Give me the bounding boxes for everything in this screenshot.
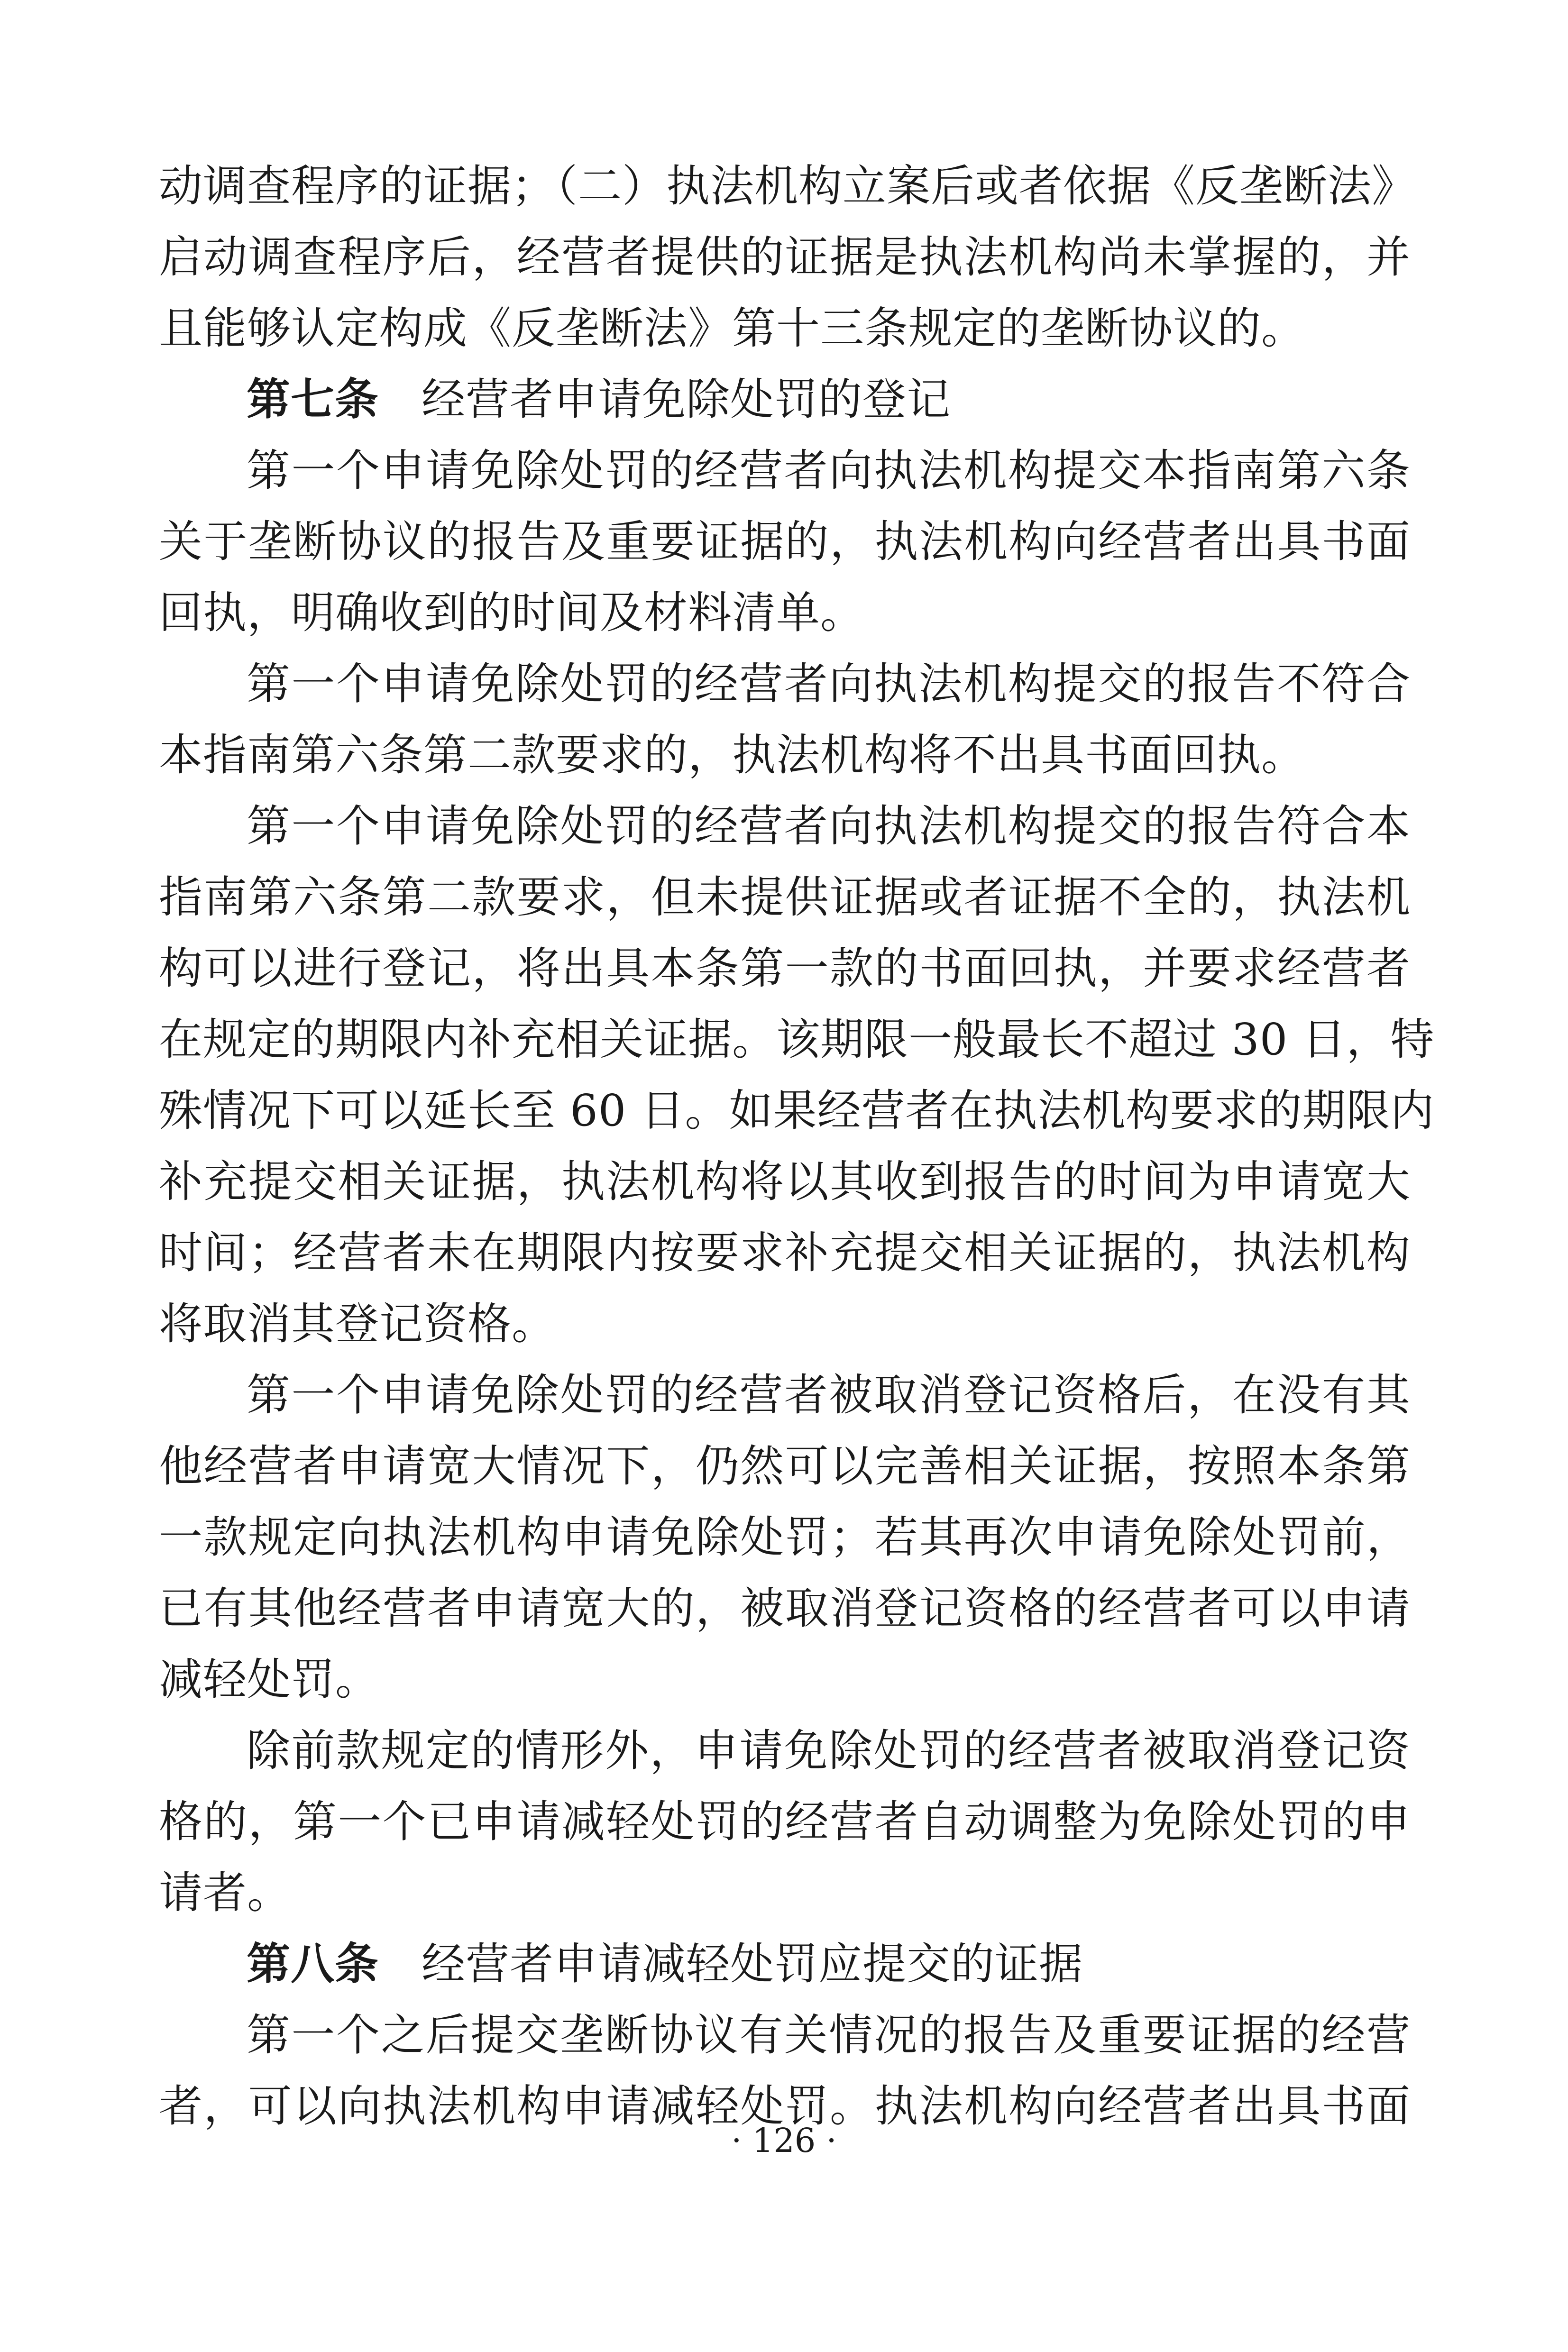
text-line: 第一个申请免除处罚的经营者被取消登记资格后，在没有其 [247, 1370, 1411, 1420]
text-line: 第一个申请免除处罚的经营者向执法机构提交的报告不符合 [247, 659, 1411, 709]
article-number: 第八条 [247, 1939, 379, 1989]
text-line: 第一个申请免除处罚的经营者向执法机构提交本指南第六条 [247, 445, 1411, 496]
text-line: 在规定的期限内补充相关证据。该期限一般最长不超过 30 日，特 [159, 1014, 1435, 1065]
text-line: 除前款规定的情形外，申请免除处罚的经营者被取消登记资 [247, 1725, 1411, 1776]
text-line: 构可以进行登记，将出具本条第一款的书面回执，并要求经营者 [159, 943, 1411, 994]
text-line: 他经营者申请宽大情况下，仍然可以完善相关证据，按照本条第 [159, 1441, 1411, 1492]
text-line: 殊情况下可以延长至 60 日。如果经营者在执法机构要求的期限内 [159, 1085, 1435, 1136]
text-line: 者，可以向执法机构申请减轻处罚。执法机构向经营者出具书面 [159, 2081, 1411, 2132]
text-line: 启动调查程序后，经营者提供的证据是执法机构尚未掌握的，并 [159, 232, 1411, 283]
text-line: 第一个申请免除处罚的经营者向执法机构提交的报告符合本 [247, 801, 1411, 851]
text-line: 回执，明确收到的时间及材料清单。 [159, 587, 865, 638]
document-body [159, 151, 1435, 2142]
text-line: 补充提交相关证据，执法机构将以其收到报告的时间为申请宽大 [159, 1156, 1411, 1207]
text-line: 本指南第六条第二款要求的，执法机构将不出具书面回执。 [159, 730, 1306, 780]
article-title: 经营者申请减轻处罚应提交的证据 [422, 1939, 1083, 1989]
article-heading [159, 1929, 1411, 2000]
text-line: 关于垄断协议的报告及重要证据的，执法机构向经营者出具书面 [159, 516, 1411, 567]
text-line: 动调查程序的证据；（二）执法机构立案后或者依据《反垄断法》 [159, 161, 1416, 211]
text-line: 且能够认定构成《反垄断法》第十三条规定的垄断协议的。 [159, 303, 1306, 354]
text-line: 指南第六条第二款要求，但未提供证据或者证据不全的，执法机 [159, 872, 1411, 923]
text-line: 已有其他经营者申请宽大的，被取消登记资格的经营者可以申请 [159, 1583, 1411, 1634]
article-title: 经营者申请免除处罚的登记 [422, 374, 951, 425]
text-line: 将取消其登记资格。 [159, 1299, 556, 1349]
text-line: 时间；经营者未在期限内按要求补充提交相关证据的，执法机构 [159, 1227, 1411, 1278]
article-number: 第七条 [247, 374, 379, 425]
page-number: · 126 · [731, 2121, 837, 2160]
text-line: 第一个之后提交垄断协议有关情况的报告及重要证据的经营 [247, 2010, 1411, 2060]
article-heading [159, 364, 1411, 435]
text-line: 请者。 [159, 1867, 292, 1918]
text-line: 一款规定向执法机构申请免除处罚；若其再次申请免除处罚前， [159, 1512, 1411, 1563]
text-line: 减轻处罚。 [159, 1654, 380, 1705]
text-line: 格的，第一个已申请减轻处罚的经营者自动调整为免除处罚的申 [159, 1796, 1411, 1847]
